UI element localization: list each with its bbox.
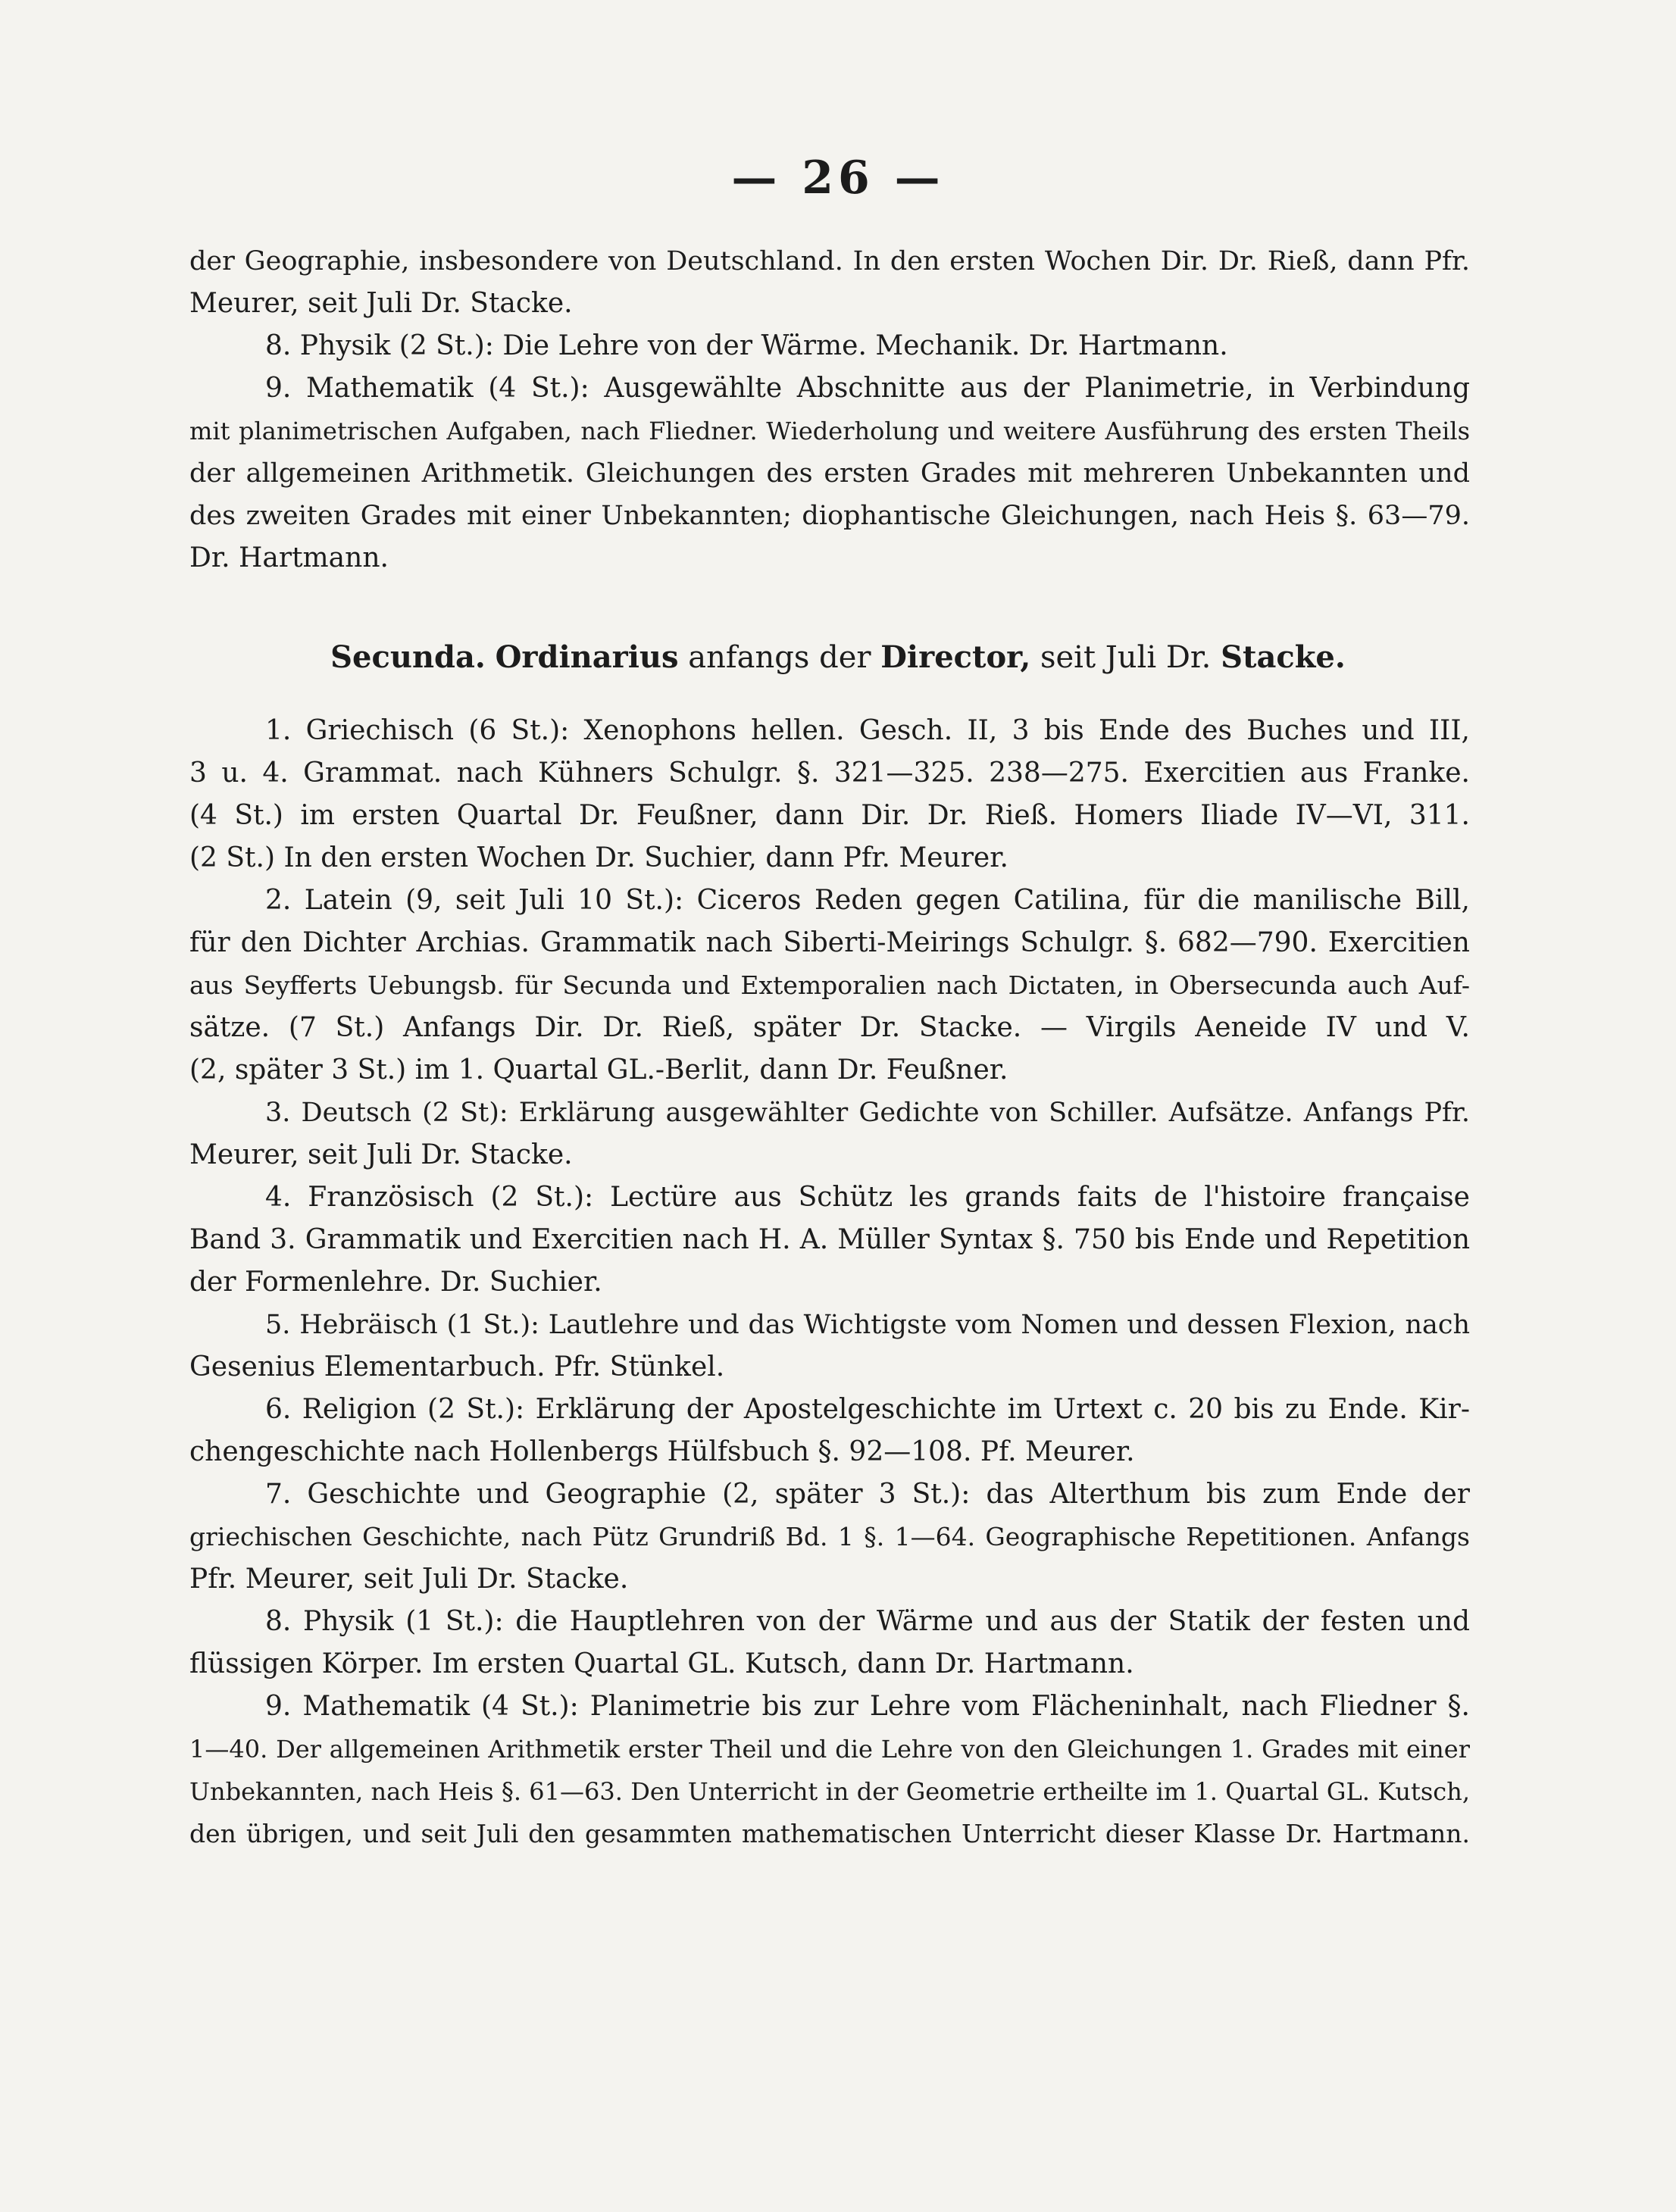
- text-line: sätze. (7 St.) Anfangs Dir. Dr. Rieß, später Dr. Stacke. — Virgils Aeneide IV und V.: [189, 1012, 1470, 1043]
- director-label: Director,: [880, 639, 1031, 675]
- section-title: Secunda.: [330, 639, 486, 675]
- secunda-heading: [0, 635, 1676, 680]
- text-line: 9. Mathematik (4 St.): Planimetrie bis zur Lehre vom Flächeninhalt, nach Fliedner §.: [265, 1691, 1470, 1722]
- text-line: Unbekannten, nach Heis §. 61—63. Den Unterricht in der Geometrie ertheilte im 1. Quartal GL. Kutsch,: [189, 1777, 1470, 1806]
- text-line: flüssigen Körper. Im ersten Quartal GL. Kutsch, dann Dr. Hartmann.: [189, 1648, 1134, 1679]
- text-line: 3. Deutsch (2 St): Erklärung ausgewählter Gedichte von Schiller. Aufsätze. Anfangs Pfr.: [265, 1098, 1470, 1128]
- text-line: 1—40. Der allgemeinen Arithmetik erster Theil und die Lehre von den Gleichungen 1. Grades mit einer: [189, 1735, 1470, 1764]
- text-line: Meurer, seit Juli Dr. Stacke.: [189, 288, 573, 319]
- ordinarius-name: Stacke.: [1221, 639, 1346, 675]
- text-line: Meurer, seit Juli Dr. Stacke.: [189, 1139, 573, 1170]
- text-line: Band 3. Grammatik und Exercitien nach H. A. Müller Syntax §. 750 bis Ende und Repetition: [189, 1224, 1470, 1255]
- text-line: der Geographie, insbesondere von Deutschland. In den ersten Wochen Dir. Dr. Rieß, dann Pfr.: [189, 246, 1470, 276]
- text-line: für den Dichter Archias. Grammatik nach Siberti-Meirings Schulgr. §. 682—790. Exercitien: [189, 927, 1470, 958]
- text-line: aus Seyfferts Uebungsb. für Secunda und Extemporalien nach Dictaten, in Obersecunda auch Auf-: [189, 970, 1470, 1000]
- text-line: 7. Geschichte und Geographie (2, später 3 St.): das Alterthum bis zum Ende der: [265, 1479, 1470, 1510]
- text-line: 1. Griechisch (6 St.): Xenophons hellen. Gesch. II, 3 bis Ende des Buches und III,: [265, 715, 1470, 746]
- text-line: 4. Französisch (2 St.): Lectüre aus Schütz les grands faits de l'histoire française: [265, 1182, 1470, 1213]
- text-line: 6. Religion (2 St.): Erklärung der Apostelgeschichte im Urtext c. 20 bis zu Ende. Kir-: [265, 1394, 1470, 1425]
- text-line: (2 St.) In den ersten Wochen Dr. Suchier, dann Pfr. Meurer.: [189, 842, 1008, 873]
- text-line: 2. Latein (9, seit Juli 10 St.): Ciceros Reden gegen Catilina, für die manilische Bill,: [265, 885, 1470, 916]
- text-line: chengeschichte nach Hollenbergs Hülfsbuch §. 92—108. Pf. Meurer.: [189, 1436, 1135, 1467]
- text-line: griechischen Geschichte, nach Pütz Grundriß Bd. 1 §. 1—64. Geographische Repetitionen. Anfangs: [189, 1522, 1470, 1551]
- text-line: 8. Physik (1 St.): die Hauptlehren von der Wärme und aus der Statik der festen und: [265, 1606, 1470, 1637]
- text-line: (4 St.) im ersten Quartal Dr. Feußner, dann Dir. Dr. Rieß. Homers Iliade IV—VI, 311.: [189, 800, 1470, 831]
- text-line: der Formenlehre. Dr. Suchier.: [189, 1267, 602, 1298]
- text-line: Dr. Hartmann.: [189, 542, 389, 573]
- page-number: — 26 —: [731, 152, 945, 205]
- text-line: Pfr. Meurer, seit Juli Dr. Stacke.: [189, 1564, 629, 1595]
- text-line: 3 u. 4. Grammat. nach Kühners Schulgr. §. 321—325. 238—275. Exercitien aus Franke.: [189, 758, 1470, 789]
- text-line: Gesenius Elementarbuch. Pfr. Stünkel.: [189, 1351, 725, 1382]
- heading-text: seit Juli Dr.: [1040, 640, 1212, 675]
- text-line: 5. Hebräisch (1 St.): Lautlehre und das Wichtigste vom Nomen und dessen Flexion, nach: [265, 1310, 1470, 1340]
- ordinarius-label: Ordinarius: [495, 639, 679, 675]
- text-line: den übrigen, und seit Juli den gesammten mathematischen Unterricht dieser Klasse Dr. Hartmann.: [189, 1819, 1470, 1848]
- text-line: des zweiten Grades mit einer Unbekannten; diophantische Gleichungen, nach Heis §. 63—79.: [189, 501, 1470, 531]
- text-line: (2, später 3 St.) im 1. Quartal GL.-Berlit, dann Dr. Feußner.: [189, 1054, 1008, 1086]
- text-line: mit planimetrischen Aufgaben, nach Fliedner. Wiederholung und weitere Ausführung des ersten Theils: [189, 417, 1470, 445]
- heading-text: anfangs der: [688, 640, 871, 675]
- text-line: der allgemeinen Arithmetik. Gleichungen des ersten Grades mit mehreren Unbekannten und: [189, 458, 1470, 489]
- text-line: 9. Mathematik (4 St.): Ausgewählte Abschnitte aus der Planimetrie, in Verbindung: [265, 373, 1470, 404]
- text-line: 8. Physik (2 St.): Die Lehre von der Wärme. Mechanik. Dr. Hartmann.: [265, 330, 1228, 361]
